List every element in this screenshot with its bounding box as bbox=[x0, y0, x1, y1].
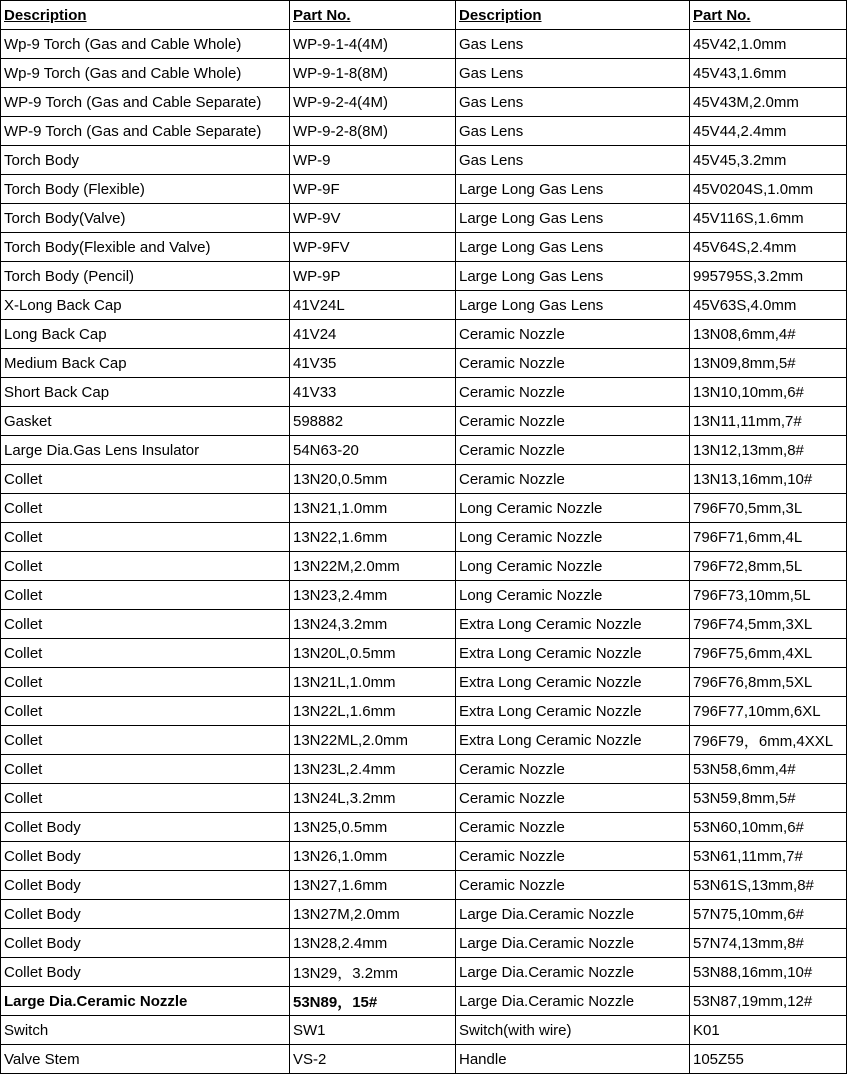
cell-part-no-left: WP-9-2-4(4M) bbox=[290, 88, 456, 117]
cell-part-no-right: 796F77,10mm,6XL bbox=[690, 697, 847, 726]
cell-description-left: Torch Body(Flexible and Valve) bbox=[1, 233, 290, 262]
cell-part-no-right: 796F75,6mm,4XL bbox=[690, 639, 847, 668]
cell-description-left: Collet Body bbox=[1, 958, 290, 987]
table-row bbox=[1, 581, 847, 610]
cell-part-no-right: 53N58,6mm,4# bbox=[690, 755, 847, 784]
cell-description-left: Collet Body bbox=[1, 813, 290, 842]
cell-description-right: Ceramic Nozzle bbox=[456, 320, 690, 349]
cell-part-no-left: 13N24L,3.2mm bbox=[290, 784, 456, 813]
cell-description-left: Large Dia.Gas Lens Insulator bbox=[1, 436, 290, 465]
cell-description-left: Torch Body(Valve) bbox=[1, 204, 290, 233]
cell-part-no-right: 45V42,1.0mm bbox=[690, 30, 847, 59]
header-part-no-left: Part No. bbox=[290, 1, 456, 30]
table-row bbox=[1, 291, 847, 320]
cell-description-left: Collet bbox=[1, 755, 290, 784]
cell-description-right: Switch(with wire) bbox=[456, 1016, 690, 1045]
cell-description-left: Collet bbox=[1, 523, 290, 552]
header-row bbox=[1, 1, 847, 30]
cell-description-left: Collet bbox=[1, 581, 290, 610]
cell-part-no-right: 796F70,5mm,3L bbox=[690, 494, 847, 523]
cell-description-left: Short Back Cap bbox=[1, 378, 290, 407]
table-row bbox=[1, 813, 847, 842]
table-row bbox=[1, 900, 847, 929]
cell-part-no-right: 45V63S,4.0mm bbox=[690, 291, 847, 320]
cell-description-right: Large Dia.Ceramic Nozzle bbox=[456, 900, 690, 929]
cell-part-no-left: WP-9V bbox=[290, 204, 456, 233]
cell-part-no-right: 796F76,8mm,5XL bbox=[690, 668, 847, 697]
cell-part-no-left: 13N22M,2.0mm bbox=[290, 552, 456, 581]
cell-part-no-left: WP-9F bbox=[290, 175, 456, 204]
cell-part-no-left: 13N20,0.5mm bbox=[290, 465, 456, 494]
cell-description-right: Handle bbox=[456, 1045, 690, 1074]
cell-description-left: Collet Body bbox=[1, 929, 290, 958]
cell-part-no-right: 45V44,2.4mm bbox=[690, 117, 847, 146]
table-row bbox=[1, 378, 847, 407]
cell-description-right: Ceramic Nozzle bbox=[456, 436, 690, 465]
table-row bbox=[1, 842, 847, 871]
table-row bbox=[1, 30, 847, 59]
cell-part-no-right: 53N61,11mm,7# bbox=[690, 842, 847, 871]
cell-description-right: Long Ceramic Nozzle bbox=[456, 581, 690, 610]
cell-part-no-right: 796F71,6mm,4L bbox=[690, 523, 847, 552]
cell-description-left: Collet Body bbox=[1, 900, 290, 929]
cell-description-left: WP-9 Torch (Gas and Cable Separate) bbox=[1, 88, 290, 117]
cell-part-no-right: 13N10,10mm,6# bbox=[690, 378, 847, 407]
cell-part-no-right: 45V45,3.2mm bbox=[690, 146, 847, 175]
cell-part-no-right: 45V0204S,1.0mm bbox=[690, 175, 847, 204]
cell-description-left: Torch Body (Flexible) bbox=[1, 175, 290, 204]
cell-description-right: Large Dia.Ceramic Nozzle bbox=[456, 958, 690, 987]
cell-part-no-right: 53N61S,13mm,8# bbox=[690, 871, 847, 900]
cell-description-right: Gas Lens bbox=[456, 117, 690, 146]
cell-part-no-left: 13N29，3.2mm bbox=[290, 958, 456, 987]
cell-description-left: Wp-9 Torch (Gas and Cable Whole) bbox=[1, 59, 290, 88]
table-row bbox=[1, 755, 847, 784]
cell-part-no-left: WP-9FV bbox=[290, 233, 456, 262]
cell-part-no-left: 54N63-20 bbox=[290, 436, 456, 465]
cell-description-left: Collet Body bbox=[1, 871, 290, 900]
cell-description-right: Large Long Gas Lens bbox=[456, 262, 690, 291]
cell-part-no-right: 796F73,10mm,5L bbox=[690, 581, 847, 610]
cell-description-right: Gas Lens bbox=[456, 59, 690, 88]
cell-description-left: Switch bbox=[1, 1016, 290, 1045]
cell-part-no-right: 13N08,6mm,4# bbox=[690, 320, 847, 349]
table-row bbox=[1, 494, 847, 523]
cell-part-no-left: 13N24,3.2mm bbox=[290, 610, 456, 639]
cell-description-right: Extra Long Ceramic Nozzle bbox=[456, 610, 690, 639]
cell-part-no-left: 13N28,2.4mm bbox=[290, 929, 456, 958]
cell-part-no-right: 53N88,16mm,10# bbox=[690, 958, 847, 987]
table-row bbox=[1, 1045, 847, 1074]
table-row bbox=[1, 175, 847, 204]
table-row bbox=[1, 88, 847, 117]
cell-part-no-left: 13N27,1.6mm bbox=[290, 871, 456, 900]
cell-description-left: Collet bbox=[1, 668, 290, 697]
cell-description-right: Ceramic Nozzle bbox=[456, 755, 690, 784]
table-row bbox=[1, 958, 847, 987]
cell-description-right: Large Long Gas Lens bbox=[456, 233, 690, 262]
table-row bbox=[1, 610, 847, 639]
cell-description-left: Long Back Cap bbox=[1, 320, 290, 349]
cell-part-no-right: 45V116S,1.6mm bbox=[690, 204, 847, 233]
cell-description-right: Extra Long Ceramic Nozzle bbox=[456, 639, 690, 668]
cell-part-no-right: 57N74,13mm,8# bbox=[690, 929, 847, 958]
cell-part-no-right: 45V64S,2.4mm bbox=[690, 233, 847, 262]
table-row bbox=[1, 407, 847, 436]
cell-part-no-left: 598882 bbox=[290, 407, 456, 436]
cell-description-right: Long Ceramic Nozzle bbox=[456, 523, 690, 552]
cell-description-left: Collet bbox=[1, 639, 290, 668]
cell-part-no-left: 13N21,1.0mm bbox=[290, 494, 456, 523]
cell-part-no-right: 796F74,5mm,3XL bbox=[690, 610, 847, 639]
cell-part-no-right: 796F79，6mm,4XXL bbox=[690, 726, 847, 755]
cell-description-left: Collet bbox=[1, 726, 290, 755]
header-description-left: Description bbox=[1, 1, 290, 30]
cell-description-right: Extra Long Ceramic Nozzle bbox=[456, 668, 690, 697]
cell-part-no-right: 45V43M,2.0mm bbox=[690, 88, 847, 117]
table-row bbox=[1, 697, 847, 726]
header-description-right: Description bbox=[456, 1, 690, 30]
cell-description-left: Collet bbox=[1, 465, 290, 494]
table-row bbox=[1, 668, 847, 697]
cell-description-right: Ceramic Nozzle bbox=[456, 349, 690, 378]
cell-description-right: Gas Lens bbox=[456, 30, 690, 59]
cell-part-no-left: WP-9 bbox=[290, 146, 456, 175]
cell-part-no-left: 41V24L bbox=[290, 291, 456, 320]
table-row bbox=[1, 987, 847, 1016]
cell-part-no-left: 13N23,2.4mm bbox=[290, 581, 456, 610]
cell-description-right: Large Dia.Ceramic Nozzle bbox=[456, 987, 690, 1016]
table-row bbox=[1, 929, 847, 958]
cell-part-no-left: 13N23L,2.4mm bbox=[290, 755, 456, 784]
table-row bbox=[1, 117, 847, 146]
cell-part-no-left: 13N25,0.5mm bbox=[290, 813, 456, 842]
table-row bbox=[1, 59, 847, 88]
cell-part-no-right: 13N09,8mm,5# bbox=[690, 349, 847, 378]
cell-part-no-left: 13N22ML,2.0mm bbox=[290, 726, 456, 755]
cell-part-no-left: 13N27M,2.0mm bbox=[290, 900, 456, 929]
cell-part-no-right: 105Z55 bbox=[690, 1045, 847, 1074]
table-row bbox=[1, 639, 847, 668]
cell-description-right: Gas Lens bbox=[456, 88, 690, 117]
table-row bbox=[1, 552, 847, 581]
cell-description-right: Large Dia.Ceramic Nozzle bbox=[456, 929, 690, 958]
cell-description-left: WP-9 Torch (Gas and Cable Separate) bbox=[1, 117, 290, 146]
parts-table-body bbox=[1, 30, 847, 1074]
cell-description-left: Gasket bbox=[1, 407, 290, 436]
cell-part-no-left: 13N22,1.6mm bbox=[290, 523, 456, 552]
cell-description-left: Collet bbox=[1, 697, 290, 726]
cell-description-right: Long Ceramic Nozzle bbox=[456, 552, 690, 581]
cell-description-left: Collet bbox=[1, 784, 290, 813]
cell-part-no-left: 41V24 bbox=[290, 320, 456, 349]
cell-description-right: Ceramic Nozzle bbox=[456, 407, 690, 436]
cell-part-no-left: SW1 bbox=[290, 1016, 456, 1045]
cell-description-right: Long Ceramic Nozzle bbox=[456, 494, 690, 523]
table-row bbox=[1, 523, 847, 552]
cell-description-left: Collet Body bbox=[1, 842, 290, 871]
table-row bbox=[1, 320, 847, 349]
cell-description-right: Ceramic Nozzle bbox=[456, 842, 690, 871]
cell-part-no-right: 13N13,16mm,10# bbox=[690, 465, 847, 494]
cell-description-right: Ceramic Nozzle bbox=[456, 784, 690, 813]
cell-part-no-left: 53N89，15# bbox=[290, 987, 456, 1016]
table-row bbox=[1, 871, 847, 900]
cell-part-no-left: 41V33 bbox=[290, 378, 456, 407]
cell-part-no-right: 57N75,10mm,6# bbox=[690, 900, 847, 929]
cell-description-right: Large Long Gas Lens bbox=[456, 204, 690, 233]
header-part-no-right: Part No. bbox=[690, 1, 847, 30]
cell-part-no-right: 13N11,11mm,7# bbox=[690, 407, 847, 436]
table-row bbox=[1, 349, 847, 378]
cell-part-no-left: WP-9-1-4(4M) bbox=[290, 30, 456, 59]
cell-description-right: Ceramic Nozzle bbox=[456, 871, 690, 900]
cell-description-right: Ceramic Nozzle bbox=[456, 378, 690, 407]
cell-description-right: Extra Long Ceramic Nozzle bbox=[456, 697, 690, 726]
table-row bbox=[1, 726, 847, 755]
cell-description-left: Collet bbox=[1, 610, 290, 639]
cell-description-left: X-Long Back Cap bbox=[1, 291, 290, 320]
cell-part-no-right: 53N59,8mm,5# bbox=[690, 784, 847, 813]
cell-part-no-left: WP-9-1-8(8M) bbox=[290, 59, 456, 88]
cell-description-right: Ceramic Nozzle bbox=[456, 813, 690, 842]
cell-description-left: Collet bbox=[1, 552, 290, 581]
table-row bbox=[1, 204, 847, 233]
cell-description-right: Large Long Gas Lens bbox=[456, 291, 690, 320]
cell-description-right: Gas Lens bbox=[456, 146, 690, 175]
cell-part-no-left: 13N22L,1.6mm bbox=[290, 697, 456, 726]
table-row bbox=[1, 784, 847, 813]
cell-description-left: Torch Body (Pencil) bbox=[1, 262, 290, 291]
cell-part-no-left: 13N20L,0.5mm bbox=[290, 639, 456, 668]
table-row bbox=[1, 436, 847, 465]
cell-part-no-right: 53N87,19mm,12# bbox=[690, 987, 847, 1016]
cell-description-left: Collet bbox=[1, 494, 290, 523]
cell-description-left: Wp-9 Torch (Gas and Cable Whole) bbox=[1, 30, 290, 59]
cell-part-no-left: VS-2 bbox=[290, 1045, 456, 1074]
cell-part-no-right: 53N60,10mm,6# bbox=[690, 813, 847, 842]
table-row bbox=[1, 233, 847, 262]
cell-description-right: Extra Long Ceramic Nozzle bbox=[456, 726, 690, 755]
cell-description-right: Large Long Gas Lens bbox=[456, 175, 690, 204]
cell-part-no-right: 796F72,8mm,5L bbox=[690, 552, 847, 581]
cell-description-left: Medium Back Cap bbox=[1, 349, 290, 378]
cell-part-no-right: 13N12,13mm,8# bbox=[690, 436, 847, 465]
cell-part-no-left: WP-9P bbox=[290, 262, 456, 291]
cell-description-left: Large Dia.Ceramic Nozzle bbox=[1, 987, 290, 1016]
table-row bbox=[1, 146, 847, 175]
table-row bbox=[1, 1016, 847, 1045]
table-row bbox=[1, 262, 847, 291]
cell-part-no-left: 41V35 bbox=[290, 349, 456, 378]
cell-description-left: Torch Body bbox=[1, 146, 290, 175]
cell-part-no-right: K01 bbox=[690, 1016, 847, 1045]
cell-part-no-left: WP-9-2-8(8M) bbox=[290, 117, 456, 146]
cell-part-no-right: 45V43,1.6mm bbox=[690, 59, 847, 88]
cell-description-left: Valve Stem bbox=[1, 1045, 290, 1074]
cell-part-no-right: 995795S,3.2mm bbox=[690, 262, 847, 291]
table-row bbox=[1, 465, 847, 494]
cell-part-no-left: 13N21L,1.0mm bbox=[290, 668, 456, 697]
cell-part-no-left: 13N26,1.0mm bbox=[290, 842, 456, 871]
cell-description-right: Ceramic Nozzle bbox=[456, 465, 690, 494]
